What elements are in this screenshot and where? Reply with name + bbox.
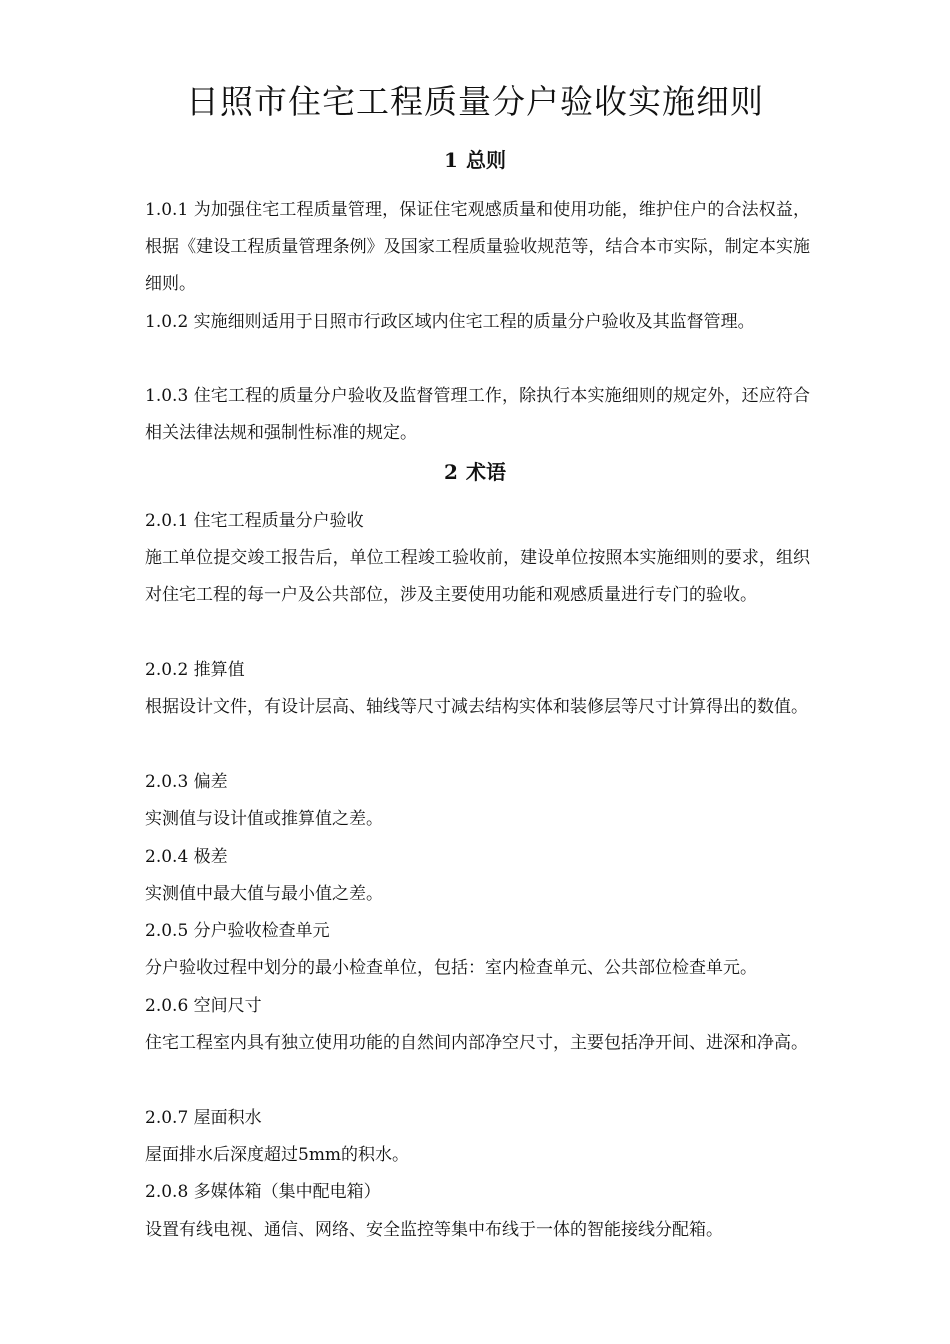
term-definition-2-0-1: 施工单位提交竣工报告后，单位工程竣工验收前，建设单位按照本实施细则的要求，组织对住宅工程的每一户及公共部位，涉及主要使用功能和观感质量进行专门的验收。 [145,548,810,605]
section-heading-terms [0,458,950,486]
term-definition-2-0-5: 分户验收过程中划分的最小检查单位，包括：室内检查单元、公共部位检查单元。 [145,958,757,978]
section-heading-general [0,146,950,174]
term-definition-2-0-3: 实测值与设计值或推算值之差。 [145,809,383,829]
term-definition-2-0-8: 设置有线电视、通信、网络、安全监控等集中布线于一体的智能接线分配箱。 [145,1220,723,1240]
clause-1-0-2: 1.0.2 实施细则适用于日照市行政区域内住宅工程的质量分户验收及其监督管理。 [145,312,755,332]
term-heading-2-0-6: 2.0.6 空间尺寸 [145,996,262,1016]
term-definition-2-0-6: 住宅工程室内具有独立使用功能的自然间内部净空尺寸，主要包括净开间、进深和净高。 [145,1033,808,1053]
term-definition-2-0-2: 根据设计文件，有设计层高、轴线等尺寸减去结构实体和装修层等尺寸计算得出的数值。 [145,697,808,717]
clause-1-0-3: 1.0.3 住宅工程的质量分户验收及监督管理工作，除执行本实施细则的规定外，还应符合相关法律法规和强制性标准的规定。 [145,386,810,443]
section-number: 2 [444,460,458,484]
term-heading-2-0-3: 2.0.3 偏差 [145,772,228,792]
term-heading-2-0-4: 2.0.4 极差 [145,847,228,867]
term-definition-2-0-4: 实测值中最大值与最小值之差。 [145,884,383,904]
term-heading-2-0-2: 2.0.2 推算值 [145,660,245,680]
term-heading-2-0-1: 2.0.1 住宅工程质量分户验收 [145,511,364,531]
clause-1-0-1: 1.0.1 为加强住宅工程质量管理，保证住宅观感质量和使用功能，维护住户的合法权益，根据《建设工程质量管理条例》及国家工程质量验收规范等，结合本市实际，制定本实施细则。 [145,200,810,294]
term-heading-2-0-5: 2.0.5 分户验收检查单元 [145,921,330,941]
term-definition-2-0-7: 屋面排水后深度超过5mm的积水。 [145,1145,410,1165]
section-number: 1 [444,148,458,172]
section-title: 术语 [465,460,506,484]
term-heading-2-0-7: 2.0.7 屋面积水 [145,1108,262,1128]
term-heading-2-0-8: 2.0.8 多媒体箱（集中配电箱） [145,1182,381,1202]
document-title: 日照市住宅工程质量分户验收实施细则 [186,82,764,121]
section-title: 总则 [465,148,506,172]
